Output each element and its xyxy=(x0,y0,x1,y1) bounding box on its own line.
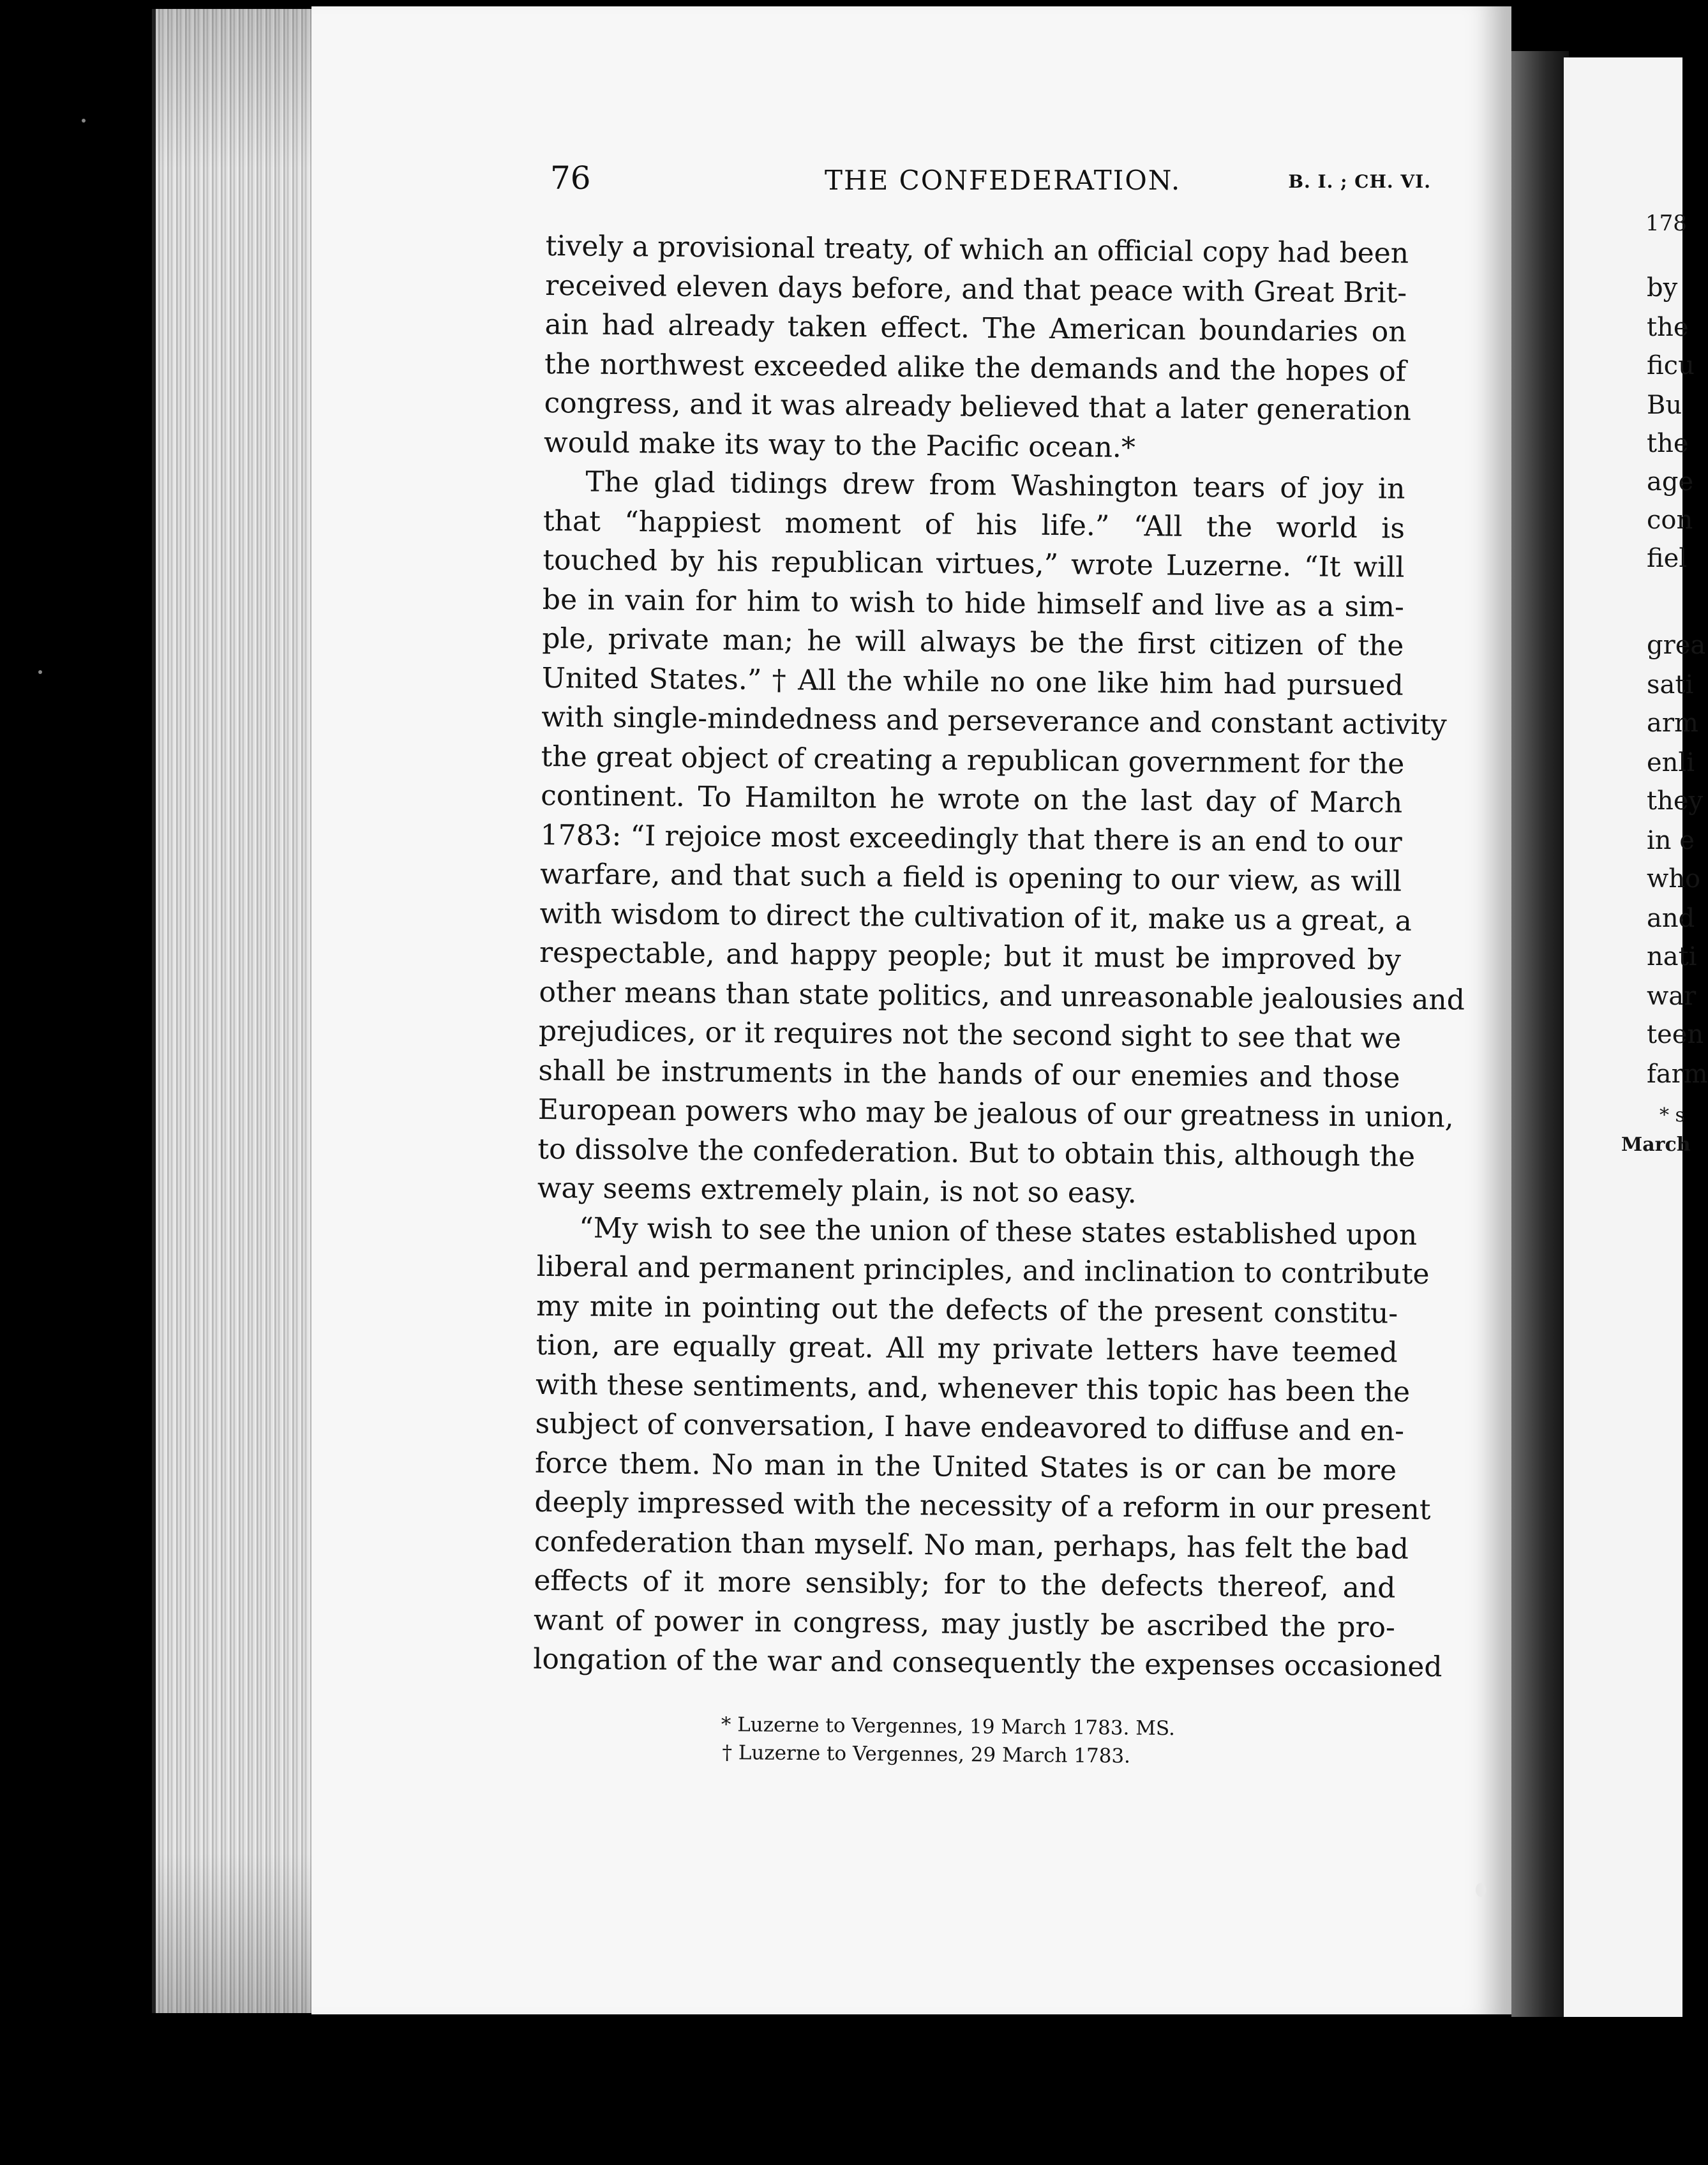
facing-page-number: 178 xyxy=(1645,211,1687,236)
facing-line: con xyxy=(1647,506,1693,535)
text-line: force them. No man in the United States is or can be more xyxy=(534,1446,1397,1487)
text-line: effects of it more sensibly; for to the defects thereof, and xyxy=(534,1564,1396,1605)
text-line: way seems extremely plain, is not so easy. xyxy=(537,1171,1137,1210)
scan-speck xyxy=(1476,1883,1486,1897)
body-text xyxy=(533,227,1465,1686)
text-line: other means than state politics, and unreasonable jealousies and xyxy=(539,975,1465,1017)
text-line: be in vain for him to wish to hide himself and live as a sim- xyxy=(542,583,1405,624)
text-line: longation of the war and consequently the expenses occasioned xyxy=(533,1642,1442,1684)
footnotes xyxy=(721,1711,1296,1772)
text-line: tion, are equally great. All my private letters have teemed xyxy=(536,1328,1398,1369)
text-line: European powers who may be jealous of our greatness in union, xyxy=(537,1093,1454,1134)
text-line: touched by his republican virtues,” wrote Luzerne. “It will xyxy=(543,543,1405,584)
facing-page-fragment xyxy=(1564,57,1708,2017)
text-line: “My wish to see the union of these states established upon xyxy=(579,1211,1418,1252)
footnote: † Luzerne to Vergennes, 29 March 1783. xyxy=(722,1741,1131,1768)
text-line: with these sentiments, and, whenever this topic has been the xyxy=(535,1368,1411,1409)
running-title: THE CONFEDERATION. xyxy=(825,165,1181,196)
running-head xyxy=(550,160,1431,204)
text-line: would make its way to the Pacific ocean.* xyxy=(543,426,1136,464)
facing-line: nati xyxy=(1647,942,1697,971)
facing-line: sati xyxy=(1647,670,1694,700)
text-line: The glad tidings drew from Washington tears of joy in xyxy=(585,465,1405,506)
facing-line: age xyxy=(1647,467,1694,497)
text-line: my mite in pointing out the defects of the present constitu- xyxy=(536,1289,1398,1330)
facing-line: the xyxy=(1647,429,1689,458)
facing-line: farm xyxy=(1647,1060,1708,1089)
facing-line: who xyxy=(1647,864,1701,894)
text-line: to dissolve the confederation. But to obtain this, although the xyxy=(537,1132,1416,1173)
text-line: tively a provisional treaty, of which an official copy had been xyxy=(545,229,1409,270)
section-reference: B. I. ; CH. VI. xyxy=(1288,171,1431,192)
text-line: deeply impressed with the necessity of a reform in our present xyxy=(534,1485,1431,1527)
footnote: * Luzerne to Vergennes, 19 March 1783. MS. xyxy=(721,1712,1176,1741)
facing-line: they xyxy=(1647,786,1704,816)
facing-line: teen xyxy=(1647,1020,1704,1049)
text-line: the northwest exceeded alike the demands and the hopes of xyxy=(544,347,1407,388)
text-line: received eleven days before, and that peace with Great Brit- xyxy=(544,269,1407,310)
book-gutter xyxy=(1511,51,1569,2017)
text-line: warfare, and that such a field is opening to our view, as will xyxy=(539,857,1402,898)
text-line: the great object of creating a republican government for the xyxy=(541,740,1405,781)
facing-footnote: March xyxy=(1621,1134,1691,1156)
facing-footnote: * s xyxy=(1659,1104,1685,1127)
facing-line: fiel xyxy=(1647,544,1688,573)
book-page-edges xyxy=(152,9,315,2013)
text-line: 1783: “I rejoice most exceedingly that there is an end to our xyxy=(540,818,1402,859)
facing-line: war xyxy=(1647,982,1697,1011)
scan-speck xyxy=(38,670,42,674)
text-line: with wisdom to direct the cultivation of it, make us a great, a xyxy=(539,897,1412,938)
facing-line: arm xyxy=(1647,708,1698,738)
facing-line: enli xyxy=(1647,748,1695,777)
facing-line: the xyxy=(1647,313,1689,342)
text-line: with single-mindedness and perseverance and constant activity xyxy=(541,700,1447,742)
facing-line: in e xyxy=(1647,826,1695,855)
facing-line: and xyxy=(1647,904,1695,933)
text-line: prejudices, or it requires not the second sight to see that we xyxy=(538,1014,1402,1055)
text-line: ple, private man; he will always be the first citizen of the xyxy=(542,622,1404,663)
text-line: United States.” † All the while no one like him had pursued xyxy=(541,661,1404,702)
text-line: shall be instruments in the hands of our enemies and those xyxy=(538,1054,1400,1095)
facing-line: ficu xyxy=(1647,351,1695,380)
facing-line: Bu xyxy=(1647,391,1682,420)
text-line: continent. To Hamilton he wrote on the last day of March xyxy=(540,779,1403,820)
text-line: want of power in congress, may justly be ascribed the pro- xyxy=(533,1603,1396,1644)
facing-line: by xyxy=(1647,273,1678,303)
text-line: liberal and permanent principles, and inclination to contribute xyxy=(536,1250,1430,1291)
facing-line: grea xyxy=(1647,631,1706,660)
page-number: 76 xyxy=(550,160,591,197)
text-line: that “happiest moment of his life.” “All the world is xyxy=(543,504,1405,545)
text-line: congress, and it was already believed that a later generation xyxy=(544,386,1412,427)
text-line: subject of conversation, I have endeavored to diffuse and en- xyxy=(535,1407,1405,1448)
text-line: confederation than myself. No man, perhaps, has felt the bad xyxy=(534,1525,1409,1566)
scan-speck xyxy=(82,119,86,123)
text-line: ain had already taken effect. The American boundaries on xyxy=(544,308,1407,348)
text-line: respectable, and happy people; but it must be improved by xyxy=(539,936,1402,977)
